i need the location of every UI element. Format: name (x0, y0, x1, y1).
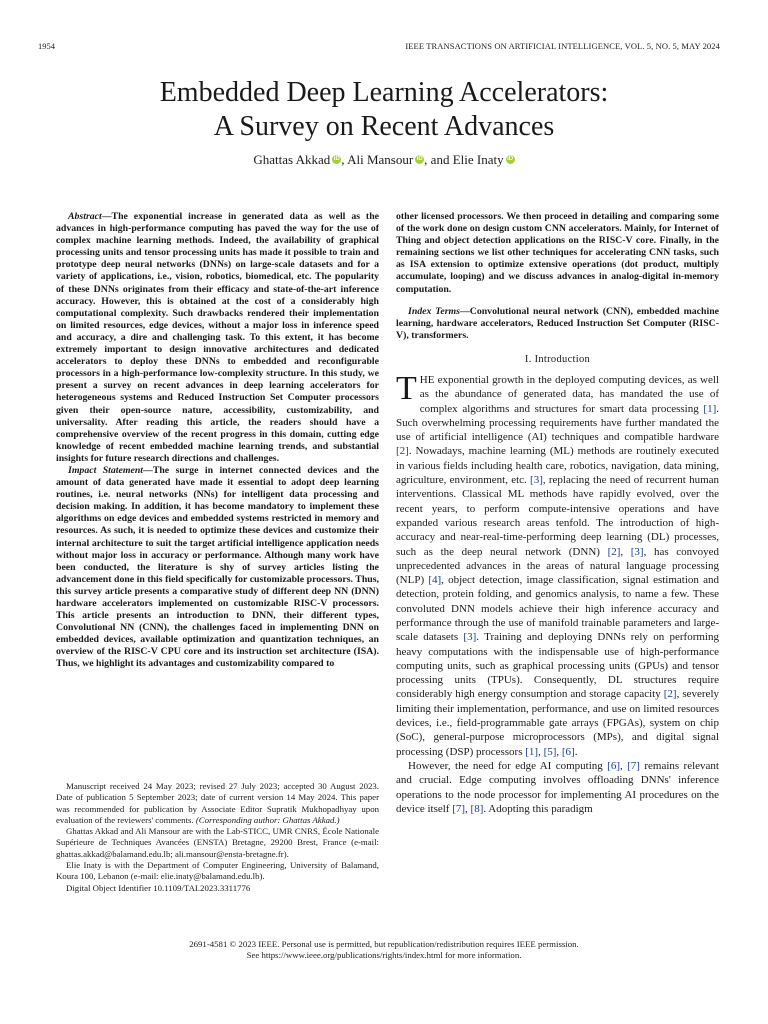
abstract (56, 211, 379, 465)
impact-statement-text: —The surge in internet connected devices and the amount of data generated have made it essential to adopt deep learning routines, i.e. neural networks (NNs) for intelligent data processing and decision making. In addition, it has become mandatory to implement these algorithms on edge devices and embedded systems restricted in memory and resources. As such, it is needed to optimize these devices and customize their internal architecture to suit the target artificial intelligence application needs without major loss in accuracy or performance. Although many work have been conducted, the literature is shy of survey articles listing the advancement done in this field specifically for customizable processors. Thus, this survey article presents a comparative study of different deep NN (DNN) hardware accelerators implemented on customizable RISC-V processors. This article presents an introduction to DNN, their different types, Convolutional NN (CNN), the challenges faced in implementing DNN on embedded devices, available optimization and quantization techniques, an overview of the RISC-V CPU core and its instruction set architecture (ISA). Thus, we highlight its advantages and customizability compared to (56, 464, 380, 670)
impact-statement-continued: other licensed processors. We then proceed in detailing and comparing some of the work done on design custom CNN accelerators. Mainly, for Internet of Thing and object detection applications on the RISC-V core. Finally, in the remaining sections we list other techniques for accelerating CNN tasks, such as ISA extension to optimize extensive operations (dot product, multiply accumulate, looping) and we discuss advances in analog-digital in-memory computation. (396, 211, 719, 295)
citation-link[interactable]: [2] (396, 445, 409, 458)
citation-link[interactable]: [7] (627, 759, 640, 772)
impact-statement-label: Impact Statement (68, 464, 144, 476)
copyright-line: 2691-4581 © 2023 IEEE. Personal use is permitted, but republication/redistribution requires IEEE permission. (189, 939, 579, 949)
citation-link[interactable]: [1] (703, 402, 717, 415)
orcid-icon[interactable]: iD (416, 156, 423, 162)
orcid-icon[interactable]: iD (333, 156, 340, 162)
abstract-text: —The exponential increase in generated data as well as the advances in high-performance computing has paved the way for the use of complex machine learning methods. Indeed, the availability of graphical processing units and tensor processing units has made it possible to train and prototype deep neural networks (DNNs) on large-scale datasets and for a variety of applications, i.e., vision, robotics, biomedical, etc. The popularity of these DNNs originates from their efficacy and state-of-the-art inference accuracy. However, this is obtained at the cost of a considerably high computational complexity. Such drawbacks rendered their implementation on limited resources, edge devices, without a major loss in inference speed and accuracy, a dire and challenging task. To this extent, it has become extremely important to design innovative architectures and dedicated accelerators to deploy these DNNs to embedded and reconfigurable processors in a high-performance low-complexity structure. In this study, we present a survey on recent advances in deep learning accelerators for heterogeneous systems and Reduced Instruction Set Computer processors given their open-source nature, accessibility, customizability, and universality. After reading this article, the readers should have a comprehensive overview of the recent progress in this domain, cutting edge knowledge of recent embedded machine learning trends, and substantial insights for future research directions and challenges. (56, 211, 379, 464)
journal-header: IEEE TRANSACTIONS ON ARTIFICIAL INTELLIGENCE, VOL. 5, NO. 5, MAY 2024 (405, 41, 720, 51)
affiliation-note: Ghattas Akkad and Ali Mansour are with the Lab-STICC, UMR CNRS, École Nationale Supérieure de Techniques Avancées (ENSTA) Bretagne, 29200 Brest, France (e-mail: ghattas.akkad@balamand.edu.lb; ali.mansour@ensta-bretagne.fr). (56, 826, 379, 859)
intro-paragraph-2: However, the need for edge AI computing [6], [7] remains relevant and crucial. Edge computing involves offloading DNNs' inference operations to the node processor for implementing AI procedures on the device itself [7], [8]. Adopting this paradigm (396, 759, 719, 815)
left-column (56, 211, 379, 671)
author-separator: , (341, 152, 348, 167)
section-heading-introduction: I. Introduction (524, 353, 591, 365)
orcid-icon[interactable]: iD (507, 156, 514, 162)
citation-link[interactable]: [3] (630, 545, 644, 558)
citation-link[interactable]: [6] (607, 759, 620, 772)
footnotes (56, 781, 379, 894)
doi-note: Digital Object Identifier 10.1109/TAI.2023.3311776 (66, 882, 251, 893)
author-akkad: Ghattas Akkad (253, 152, 331, 167)
citation-link[interactable]: [2] (663, 688, 677, 701)
affiliation-note: Elie Inaty is with the Department of Computer Engineering, University of Balamand, Koura 100, Lebanon (e-mail: elie.inaty@balamand.edu.lb). (56, 860, 379, 882)
citation-link[interactable]: [5] (543, 745, 557, 758)
index-terms-text: —Convolutional neural network (CNN), embedded machine learning, hardware accelerators, Reduced Instruction Set Computer (RISC-V), transformers. (396, 305, 719, 341)
author-list (0, 152, 768, 168)
title-line-1: Embedded Deep Learning Accelerators: (159, 77, 609, 108)
right-column (396, 211, 719, 816)
copyright-footer (0, 939, 768, 961)
drop-cap: T (396, 369, 417, 407)
manuscript-note (56, 781, 379, 826)
corresponding-author: (Corresponding author: Ghattas Akkad.) (195, 814, 340, 825)
citation-link[interactable]: [3] (463, 631, 477, 644)
citation-link[interactable]: [7] (452, 802, 466, 815)
abstract-label: Abstract (68, 211, 102, 222)
page-number: 1954 (38, 41, 55, 51)
citation-link[interactable]: [8] (470, 802, 484, 815)
citation-link[interactable]: [2] (607, 545, 621, 558)
author-inaty: Elie Inaty (452, 152, 504, 167)
impact-statement (56, 465, 379, 671)
title-line-2: A Survey on Recent Advances (213, 111, 555, 142)
index-terms (396, 306, 719, 342)
citation-link[interactable]: [3] (530, 474, 543, 487)
citation-link[interactable]: [4] (428, 574, 442, 587)
index-terms-label: Index Terms (408, 305, 460, 317)
author-separator: , and (424, 152, 453, 167)
citation-link[interactable]: [6] (561, 745, 575, 758)
citation-link[interactable]: [1] (525, 745, 539, 758)
author-mansour: Ali Mansour (347, 152, 414, 167)
intro-paragraph-1: THE exponential growth in the deployed computing devices, as well as the abundance of generated data, has mandated the use of complex algorithms and structures for smart data processing [1]. Such overwhelming processing requirements have further mandated the use of artificial intelligence (AI) techniques and compatible hardware [2]. Nowadays, machine learning (ML) methods are routinely executed in various fields including health care, robotics, navigation, data mining, agriculture, environment, etc. [3], replacing the need of recurrent human interventions. Classical ML methods have rapidly evolved, over the recent years, to perform compute-intensive operations and have expanded various research areas tenfold. The introduction of high-accuracy and near-real-time-performing deep learning (DL) processes, such as the deep neural network (DNN) [2], [3], has convoyed unprecedented advances in the areas of natural language processing (NLP) [4], object detection, image classification, signal estimation and detection, protein folding, and genomics analysis, to name a few. These convoluted DNN models achieve their high inference accuracy and performance through the use of manifold trainable parameters and large-scale datasets [3]. Training and deploying DNNs rely on performing heavy computations with the indispensable use of high-performance computing units, such as graphical processing units (GPUs) and tensor processing units (TPUs). Consequently, DL structures require considerably high energy consumption and storage capacity [2], severely limiting their implementation, performance, and use on limited resources devices, i.e., field-programmable gate arrays (FPGAs), system on chip (SoC), general-purpose microprocessors (MPs), and digital signal processing (DSP) processors [1], [5], [6]. (396, 369, 720, 758)
manuscript-dates: Manuscript received 24 May 2023; revised 27 July 2023; accepted 30 August 2023. Date of publication 5 September 2023; date of current version 14 May 2024. This paper was recommended for publication by Associate Editor Supratik Mukhopadhyay upon evaluation of the reviewers' comments. (56, 781, 379, 825)
rights-link[interactable]: See https://www.ieee.org/publications/rights/index.html for more information. (246, 950, 522, 960)
paper-title (0, 76, 768, 144)
